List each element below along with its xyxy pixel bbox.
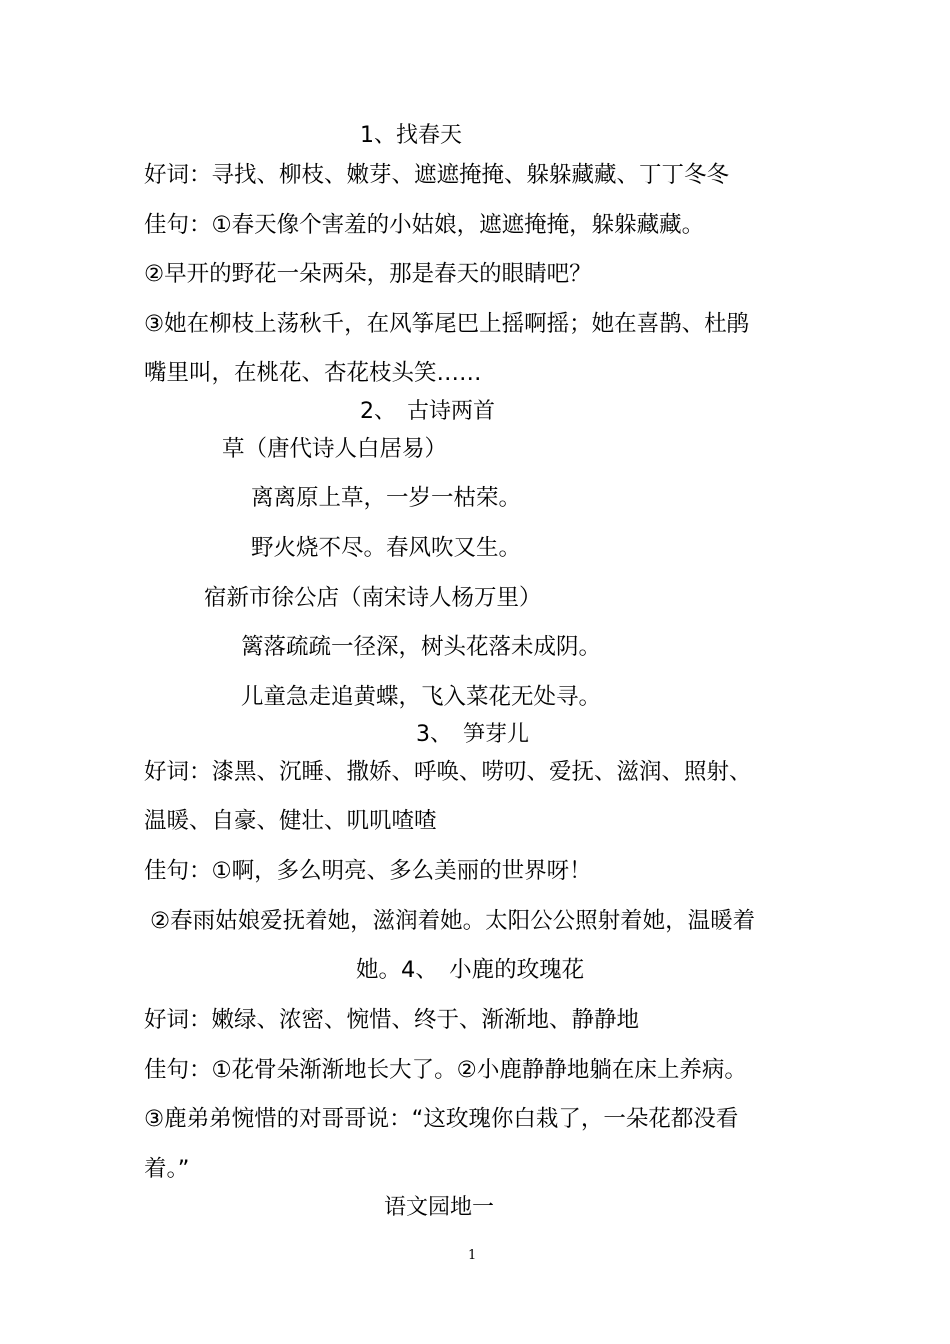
lesson-3-sentence-2-cont-and-lesson-4-title: 她。4、 小鹿的玫瑰花 xyxy=(356,957,585,983)
poem-1-line-2: 野火烧不尽。春风吹又生。 xyxy=(251,535,522,561)
lesson-3-sentence-2: ②春雨姑娘爱抚着她，滋润着她。太阳公公照射着她，温暖着 xyxy=(150,908,756,934)
lesson-3-title: 3、 笋芽儿 xyxy=(416,722,529,747)
lesson-4-sentence-3: ③鹿弟弟惋惜的对哥哥说：“这玫瑰你白栽了，一朵花都没看 xyxy=(144,1106,739,1132)
lesson-2-title: 2、 古诗两首 xyxy=(360,399,495,424)
lesson-4-sentences: 佳句：①花骨朵渐渐地长大了。②小鹿静静地躺在床上养病。 xyxy=(144,1057,747,1083)
poem-1-line-1: 离离原上草，一岁一枯荣。 xyxy=(251,485,522,511)
lesson-1-sentence-1: 佳句：①春天像个害羞的小姑娘，遮遮掩掩，躲躲藏藏。 xyxy=(144,212,705,238)
lesson-4-vocabulary: 好词：嫩绿、浓密、惋惜、终于、渐渐地、静静地 xyxy=(144,1007,640,1033)
lesson-1-sentence-3: ③她在柳枝上荡秋千，在风筝尾巴上摇啊摇；她在喜鹊、杜鹃 xyxy=(144,311,750,337)
lesson-1-sentence-2: ②早开的野花一朵两朵，那是春天的眼睛吧？ xyxy=(144,261,592,287)
chinese-garden-title: 语文园地一 xyxy=(384,1195,495,1220)
poem-1-title: 草（唐代诗人白居易） xyxy=(222,436,448,462)
lesson-4-sentence-3-cont: 着。” xyxy=(144,1156,190,1182)
lesson-1-sentence-3-cont: 嘴里叫，在桃花、杏花枝头笑…… xyxy=(144,360,482,386)
lesson-1-vocabulary: 好词：寻找、柳枝、嫩芽、遮遮掩掩、躲躲藏藏、丁丁冬冬 xyxy=(144,162,730,188)
lesson-1-title: 1、找春天 xyxy=(360,123,462,148)
poem-2-line-2: 儿童急走追黄蝶，飞入菜花无处寻。 xyxy=(241,684,602,710)
poem-2-line-1: 篱落疏疏一径深，树头花落未成阴。 xyxy=(241,634,602,660)
lesson-3-sentence-1: 佳句：①啊，多么明亮、多么美丽的世界呀！ xyxy=(144,858,592,884)
lesson-3-vocabulary-cont: 温暖、自豪、健壮、叽叽喳喳 xyxy=(144,808,437,834)
lesson-3-vocabulary: 好词：漆黑、沉睡、撒娇、呼唤、唠叨、爱抚、滋润、照射、 xyxy=(144,759,752,785)
poem-2-title: 宿新市徐公店（南宋诗人杨万里） xyxy=(204,585,542,611)
page-number: 1 xyxy=(468,1248,477,1263)
